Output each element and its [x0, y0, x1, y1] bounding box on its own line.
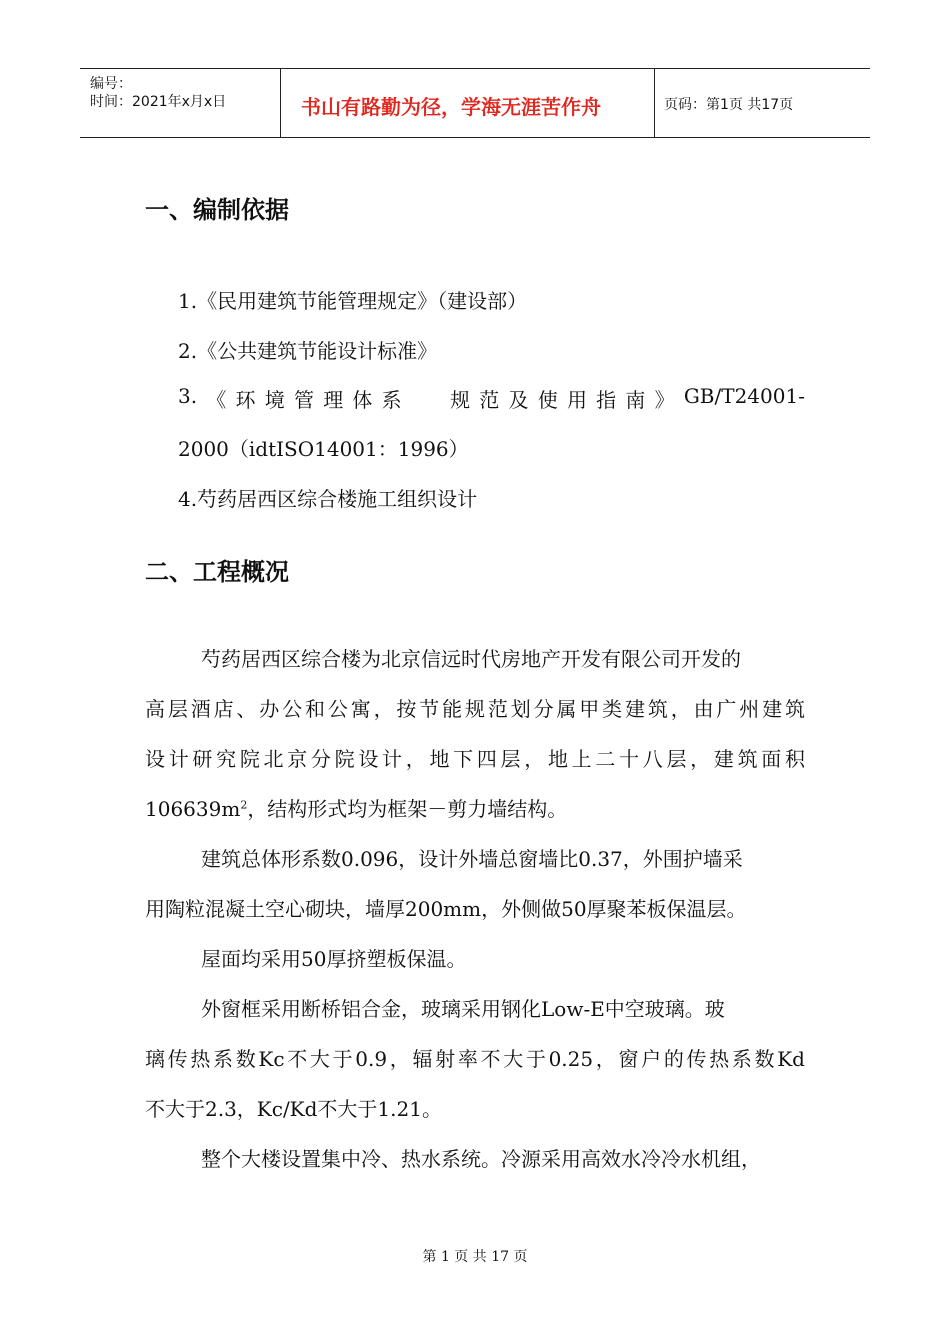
- reference-item-3-line1: 3. 《 环 境 管 理 体 系 规 范 及 使 用 指 南 》 GB/T24001-: [178, 384, 805, 412]
- superscript: 2: [240, 798, 248, 812]
- overview-paragraph-3: [145, 934, 805, 984]
- header-page-cell: [654, 69, 870, 137]
- paragraph-line: 用陶粒混凝土空心砌块，墙厚200mm，外侧做50厚聚苯板保温层。: [145, 897, 747, 921]
- paragraph-line: 建筑总体形系数0.096，设计外墙总窗墙比0.37，外围护墙采: [201, 847, 743, 871]
- reference-item-1: 1.《民用建筑节能管理规定》（建设部）: [178, 289, 528, 313]
- paragraph-line: 璃传热系数Kc不大于0.9，辐射率不大于0.25，窗户的传热系数Kd: [145, 1047, 805, 1071]
- header-page-info: 页码：第1页 共17页: [664, 97, 794, 113]
- overview-paragraph-1: [145, 634, 805, 834]
- paragraph-line: 不大于2.3，Kc/Kd不大于1.21。: [145, 1097, 442, 1121]
- page-footer: 第 1 页 共 17 页: [422, 1249, 528, 1265]
- header-meta: [80, 69, 280, 137]
- section-title-overview: 二、工程概况: [145, 558, 289, 586]
- paragraph-line: 芍药居西区综合楼为北京信远时代房地产开发有限公司开发的: [201, 647, 741, 671]
- document-number-label: 编号：: [90, 76, 132, 92]
- paragraph-line: $106639m^2$，结构形式均为框架－剪力墙结构。: [145, 797, 568, 821]
- header-motto: 书山有路勤为径，学海无涯苦作舟: [301, 95, 601, 119]
- paragraph-line: 屋面均采用50厚挤塑板保温。: [201, 947, 467, 971]
- reference-item-4: 4.芍药居西区综合楼施工组织设计: [178, 487, 478, 511]
- overview-paragraph-4: [145, 984, 805, 1134]
- header-motto-cell: [280, 69, 655, 137]
- reference-item-2: 2.《公共建筑节能设计标准》: [178, 339, 438, 363]
- reference-item-3-line2: 2000（idtISO14001：1996）: [178, 437, 469, 461]
- overview-paragraph-2: [145, 834, 805, 934]
- section-title-basis: 一、编制依据: [145, 196, 289, 224]
- document-time-label: 时间：2021年x月x日: [90, 94, 227, 110]
- paragraph-line: 设计研究院北京分院设计，地下四层，地上二十八层，建筑面积: [145, 747, 805, 771]
- paragraph-line: 整个大楼设置集中冷、热水系统。冷源采用高效水冷冷水机组，: [201, 1147, 761, 1171]
- overview-paragraph-5: [145, 1134, 805, 1184]
- paragraph-line: 高层酒店、办公和公寓，按节能规范划分属甲类建筑，由广州建筑: [145, 697, 805, 721]
- paragraph-line: 外窗框采用断桥铝合金，玻璃采用钢化Low-E中空玻璃。玻: [201, 997, 725, 1021]
- page-header: [80, 68, 870, 138]
